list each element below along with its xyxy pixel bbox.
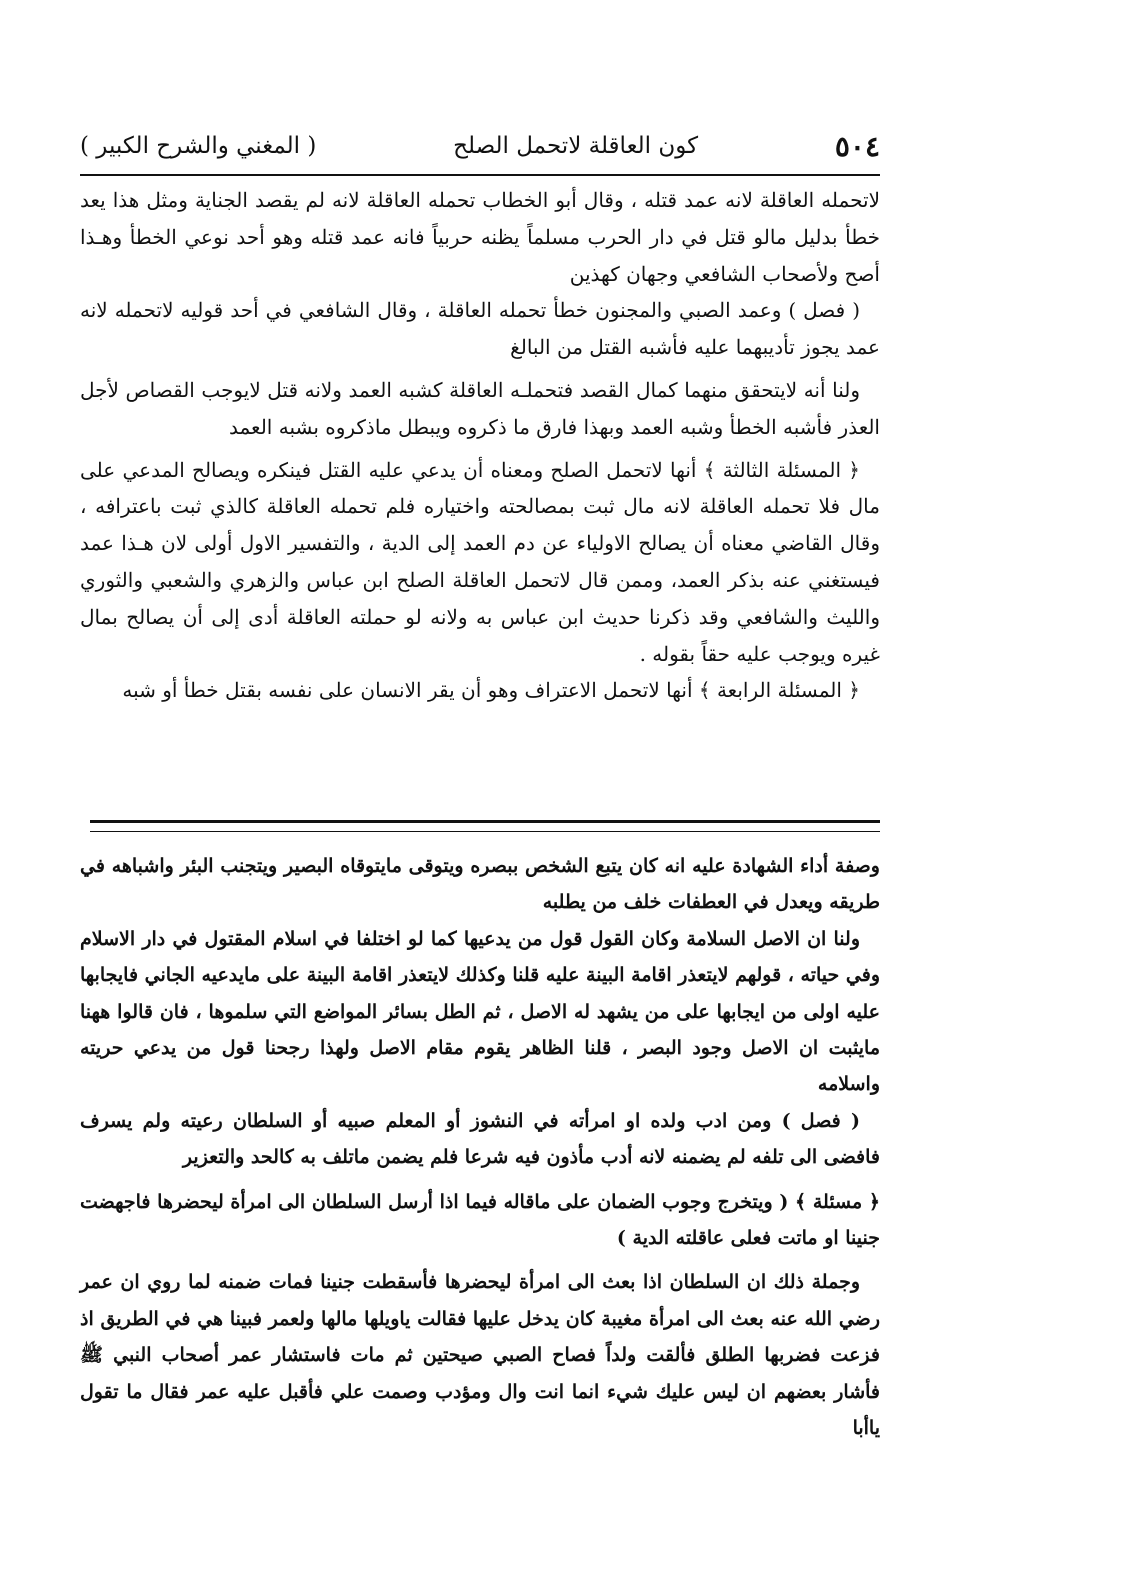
commentary-paragraph: ولنا ان الاصل السلامة وكان القول قول من يدعيها كما لو اختلفا في اسلام المقتول في دار الاسلام وفي حياته ، قولهم لايتعذر اقامة البينة عليه قلنا وكذلك لايتعذر اقامة البينة على مايدعيه الجاني فايجابها عليه اولى من ايجابها على من يشهد له الاصل ، ثم الطل بسائر المواضع التي سلموها ، فان قالوا ههنا مايثبت ان الاصل وجود البصر ، قلنا الظاهر يقوم مقام الاصل ولهذا رجحنا قول من يدعي حريته واسلامه [80, 927, 880, 1096]
commentary-text [80, 848, 880, 1447]
main-paragraph: ﴿ المسئلة الرابعة ﴾ أنها لاتحمل الاعتراف وهو أن يقر الانسان على نفسه بقتل خطأ أو شبه [122, 678, 860, 703]
main-paragraph: ﴿ المسئلة الثالثة ﴾ أنها لاتحمل الصلح ومعناه أن يدعي عليه القتل فينكره ويصالح المدعي على مال فلا تحمله العاقلة لانه مال ثبت بمصالحته واختياره فلم تحمله العاقلة كالذي ثبت باعترافه ، وقال القاضي معناه أن يصالح الاولياء عن دم العمد إلى الدية ، والتفسير الاول أولى لان هـذا عمد فيستغني عنه بذكر العمد، وممن قال لاتحمل العاقلة الصلح ابن عباس والزهري والشعبي والثوري والليث والشافعي وقد ذكرنا حديث ابن عباس به ولانه لو حملته العاقلة أدى إلى أن يصالح بمال غيره ويوجب عليه حقاً بقوله . [80, 457, 880, 666]
header-rule [80, 174, 880, 176]
main-paragraph: لاتحمله العاقلة لانه عمد قتله ، وقال أبو الخطاب تحمله العاقلة لانه لم يقصد الجناية ومثل هذا يعد خطأ بدليل مالو قتل في دار الحرب مسلماً يظنه حربياً فانه عمد قتله وهو أحد نوعي الخطأ وهـذا أصح ولأصحاب الشافعي وجهان كهذين [80, 188, 880, 286]
main-paragraph: ( فصل ) وعمد الصبي والمجنون خطأ تحمله العاقلة ، وقال الشافعي في أحد قوليه لاتحمله لانه عمد يجوز تأديبهما عليه فأشبه القتل من البالغ [80, 298, 880, 360]
page-number: ٥٠٤ [834, 129, 880, 163]
footnote-separator [90, 820, 880, 832]
main-paragraph: ولنا أنه لايتحقق منهما كمال القصد فتحملـه العاقلة كشبه العمد ولانه قتل لايوجب القصاص لأجل العذر فأشبه الخطأ وشبه العمد وبهذا فارق ما ذكروه ويبطل ماذكروه بشبه العمد [80, 377, 880, 439]
main-text [80, 182, 880, 709]
commentary-paragraph: وجملة ذلك ان السلطان اذا بعث الى امرأة ليحضرها فأسقطت جنينا فمات ضمنه لما روي ان عمر رضي الله عنه بعث الى امرأة مغيبة كان يدخل عليها فقالت ياويلها مالها ولعمر فبينا هي في الطريق اذ فزعت فضربها الطلق فألقت ولداً فصاح الصبي صيحتين ثم مات فاستشار عمر أصحاب النبي ﷺ فأشار بعضهم ان ليس عليك شيء انما انت وال ومؤدب وصمت علي فأقبل عليه عمر فقال ما تقول ياأبا [80, 1271, 880, 1440]
commentary-paragraph: وصفة أداء الشهادة عليه انه كان يتبع الشخص ببصره ويتوقى مايتوقاه البصير ويتجنب البئر واشباهه في طريقه ويعدل في العطفات خلف من يطلبه [80, 855, 880, 914]
running-title: كون العاقلة لاتحمل الصلح [453, 133, 699, 159]
book-title: ( المغني والشرح الكبير ) [80, 133, 317, 159]
commentary-paragraph: ﴿ مسئلة ﴾ ( ويتخرج وجوب الضمان على ماقاله فيما اذا أرسل السلطان الى امرأة ليحضرها فاجهضت جنينا او ماتت فعلى عاقلته الدية ) [80, 1190, 880, 1250]
page-header [80, 120, 880, 172]
commentary-paragraph: ( فصل ) ومن ادب ولده او امرأته في النشوز أو المعلم صبيه أو السلطان رعيته ولم يسرف فافضى الى تلفه لم يضمنه لانه أدب مأذون فيه شرعا فلم يضمن ماتلف به كالحد والتعزير [80, 1109, 880, 1169]
